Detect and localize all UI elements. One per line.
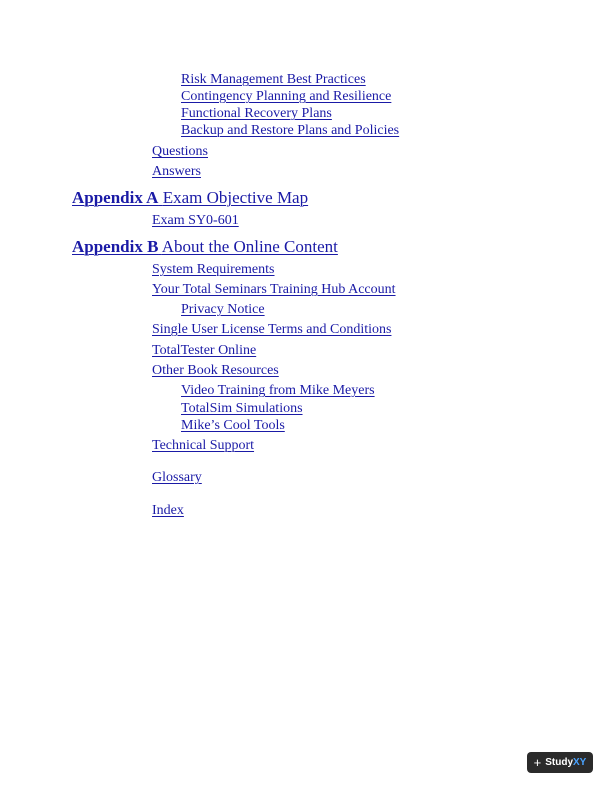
studyxy-brand-suffix: XY [573,757,587,768]
appendix-b-heading[interactable] [72,237,338,257]
toc-link-answers[interactable]: Answers [152,164,201,179]
appendix-b-title: About the Online Content [161,237,338,256]
toc-link-exam-sy0-601[interactable]: Exam SY0-601 [152,213,239,228]
toc-link-system-requirements[interactable]: System Requirements [152,262,275,277]
toc-link-glossary[interactable]: Glossary [152,470,202,485]
studyxy-brand-main: Study [545,757,574,768]
toc-link-totaltester-online[interactable]: TotalTester Online [152,343,257,358]
appendix-a-label: Appendix A [72,188,159,207]
toc-link-contingency-planning[interactable]: Contingency Planning and Resilience [181,89,392,104]
toc-link-questions[interactable]: Questions [152,144,208,159]
toc-link-backup-restore-plans[interactable]: Backup and Restore Plans and Policies [181,123,400,138]
plus-icon: + [533,755,542,770]
toc-link-totalsim-simulations[interactable]: TotalSim Simulations [181,401,303,416]
toc-link-functional-recovery-plans[interactable]: Functional Recovery Plans [181,106,332,121]
toc-link-technical-support[interactable]: Technical Support [152,438,255,453]
appendix-a-title: Exam Objective Map [162,188,309,207]
toc-link-mikes-cool-tools[interactable]: Mike’s Cool Tools [181,418,285,433]
appendix-b-label: Appendix B [72,237,159,256]
appendix-a-heading[interactable] [72,188,308,208]
toc-link-license-terms[interactable]: Single User License Terms and Conditions [152,322,392,337]
toc-link-other-book-resources[interactable]: Other Book Resources [152,363,279,378]
toc-link-video-training[interactable]: Video Training from Mike Meyers [181,383,375,398]
toc-link-training-hub-account[interactable]: Your Total Seminars Training Hub Account [152,282,396,297]
studyxy-watermark-badge [527,752,593,773]
toc-link-risk-management-best-practices[interactable]: Risk Management Best Practices [181,72,366,87]
toc-link-privacy-notice[interactable]: Privacy Notice [181,302,265,317]
studyxy-brand [545,757,586,768]
toc-link-index[interactable]: Index [152,503,184,518]
